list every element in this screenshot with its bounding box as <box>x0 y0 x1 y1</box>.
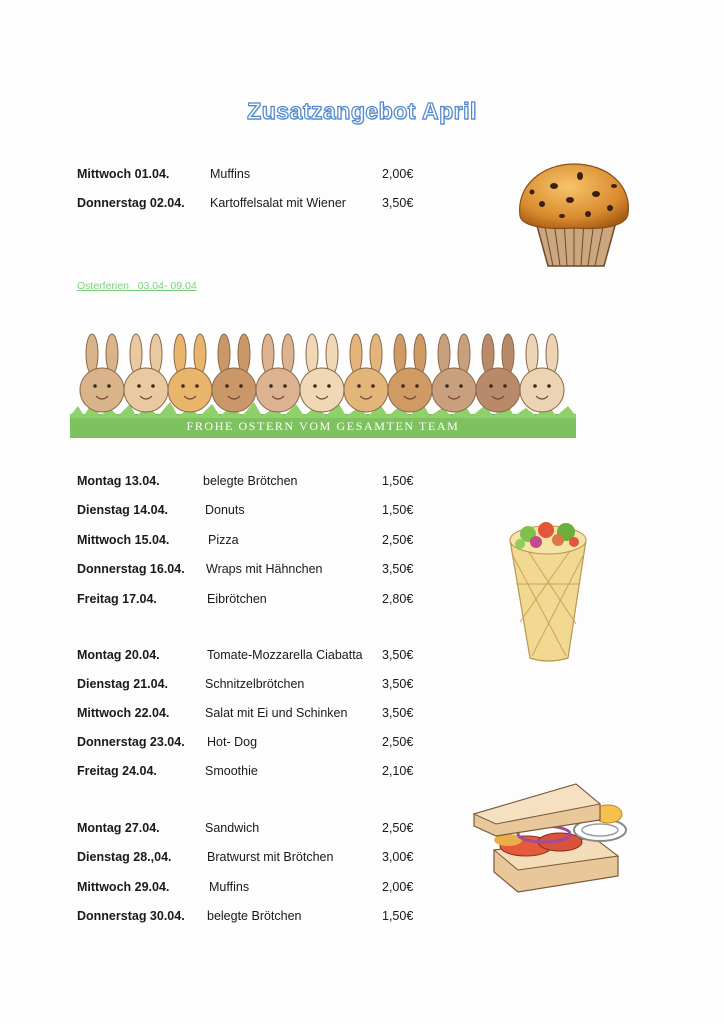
menu-day: Donnerstag 23.04. <box>77 735 185 749</box>
menu-price: 2,50€ <box>382 735 414 749</box>
menu-item: Sandwich <box>205 821 260 835</box>
banner-text: FROHE OSTERN VOM GESAMTEN TEAM <box>186 419 460 433</box>
menu-item: Bratwurst mit Brötchen <box>207 850 334 864</box>
menu-day: Mittwoch 01.04. <box>77 167 170 181</box>
menu-price: 2,80€ <box>382 592 414 606</box>
menu-day: Freitag 24.04. <box>77 764 157 778</box>
menu-item: Hot- Dog <box>207 735 258 749</box>
menu-day: Donnerstag 02.04. <box>77 196 185 210</box>
menu-day: Dienstag 14.04. <box>77 503 169 517</box>
menu-price: 2,00€ <box>382 167 414 181</box>
menu-price: 1,50€ <box>382 474 414 488</box>
menu-item: belegte Brötchen <box>207 909 302 923</box>
menu-day: Freitag 17.04. <box>77 592 157 606</box>
menu-item: Salat mit Ei und Schinken <box>205 706 348 720</box>
menu-day: Montag 20.04. <box>77 648 160 662</box>
menu-item: Muffins <box>210 167 251 181</box>
menu-day: Dienstag 28.,04. <box>77 850 172 864</box>
menu-item: Donuts <box>205 503 245 517</box>
sandwich-image <box>468 780 636 896</box>
menu-price: 2,50€ <box>382 533 414 547</box>
menu-item: Wraps mit Hähnchen <box>206 562 323 576</box>
menu-price: 2,00€ <box>382 880 414 894</box>
menu-price: 3,50€ <box>382 677 414 691</box>
menu-item: Eibrötchen <box>207 592 267 606</box>
menu-item: Kartoffelsalat mit Wiener <box>210 196 346 210</box>
menu-day: Dienstag 21.04. <box>77 677 169 691</box>
menu-item: Schnitzelbrötchen <box>205 677 305 691</box>
menu-price: 3,50€ <box>382 562 414 576</box>
menu-price: 1,50€ <box>382 503 414 517</box>
menu-day: Donnerstag 16.04. <box>77 562 185 576</box>
menu-price: 1,50€ <box>382 909 414 923</box>
menu-price: 3,00€ <box>382 850 414 864</box>
menu-item: Pizza <box>208 533 239 547</box>
menu-item: belegte Brötchen <box>203 474 298 488</box>
page-title: Zusatzangebot April <box>247 98 477 124</box>
holiday-note: Osterferien 03.04- 09.04 <box>77 280 197 292</box>
wrap-image <box>506 514 590 664</box>
menu-item: Smoothie <box>205 764 258 778</box>
menu-price: 2,10€ <box>382 764 414 778</box>
menu-price: 3,50€ <box>382 196 414 210</box>
menu-day: Montag 27.04. <box>77 821 160 835</box>
menu-day: Donnerstag 30.04. <box>77 909 185 923</box>
menu-day: Mittwoch 22.04. <box>77 706 170 720</box>
menu-day: Mittwoch 15.04. <box>77 533 170 547</box>
menu-item: Muffins <box>209 880 250 894</box>
menu-price: 2,50€ <box>382 821 414 835</box>
muffin-image <box>514 156 634 272</box>
menu-day: Montag 13.04. <box>77 474 160 488</box>
menu-price: 3,50€ <box>382 648 414 662</box>
menu-item: Tomate-Mozzarella Ciabatta <box>207 648 363 662</box>
menu-day: Mittwoch 29.04. <box>77 880 170 894</box>
menu-price: 3,50€ <box>382 706 414 720</box>
